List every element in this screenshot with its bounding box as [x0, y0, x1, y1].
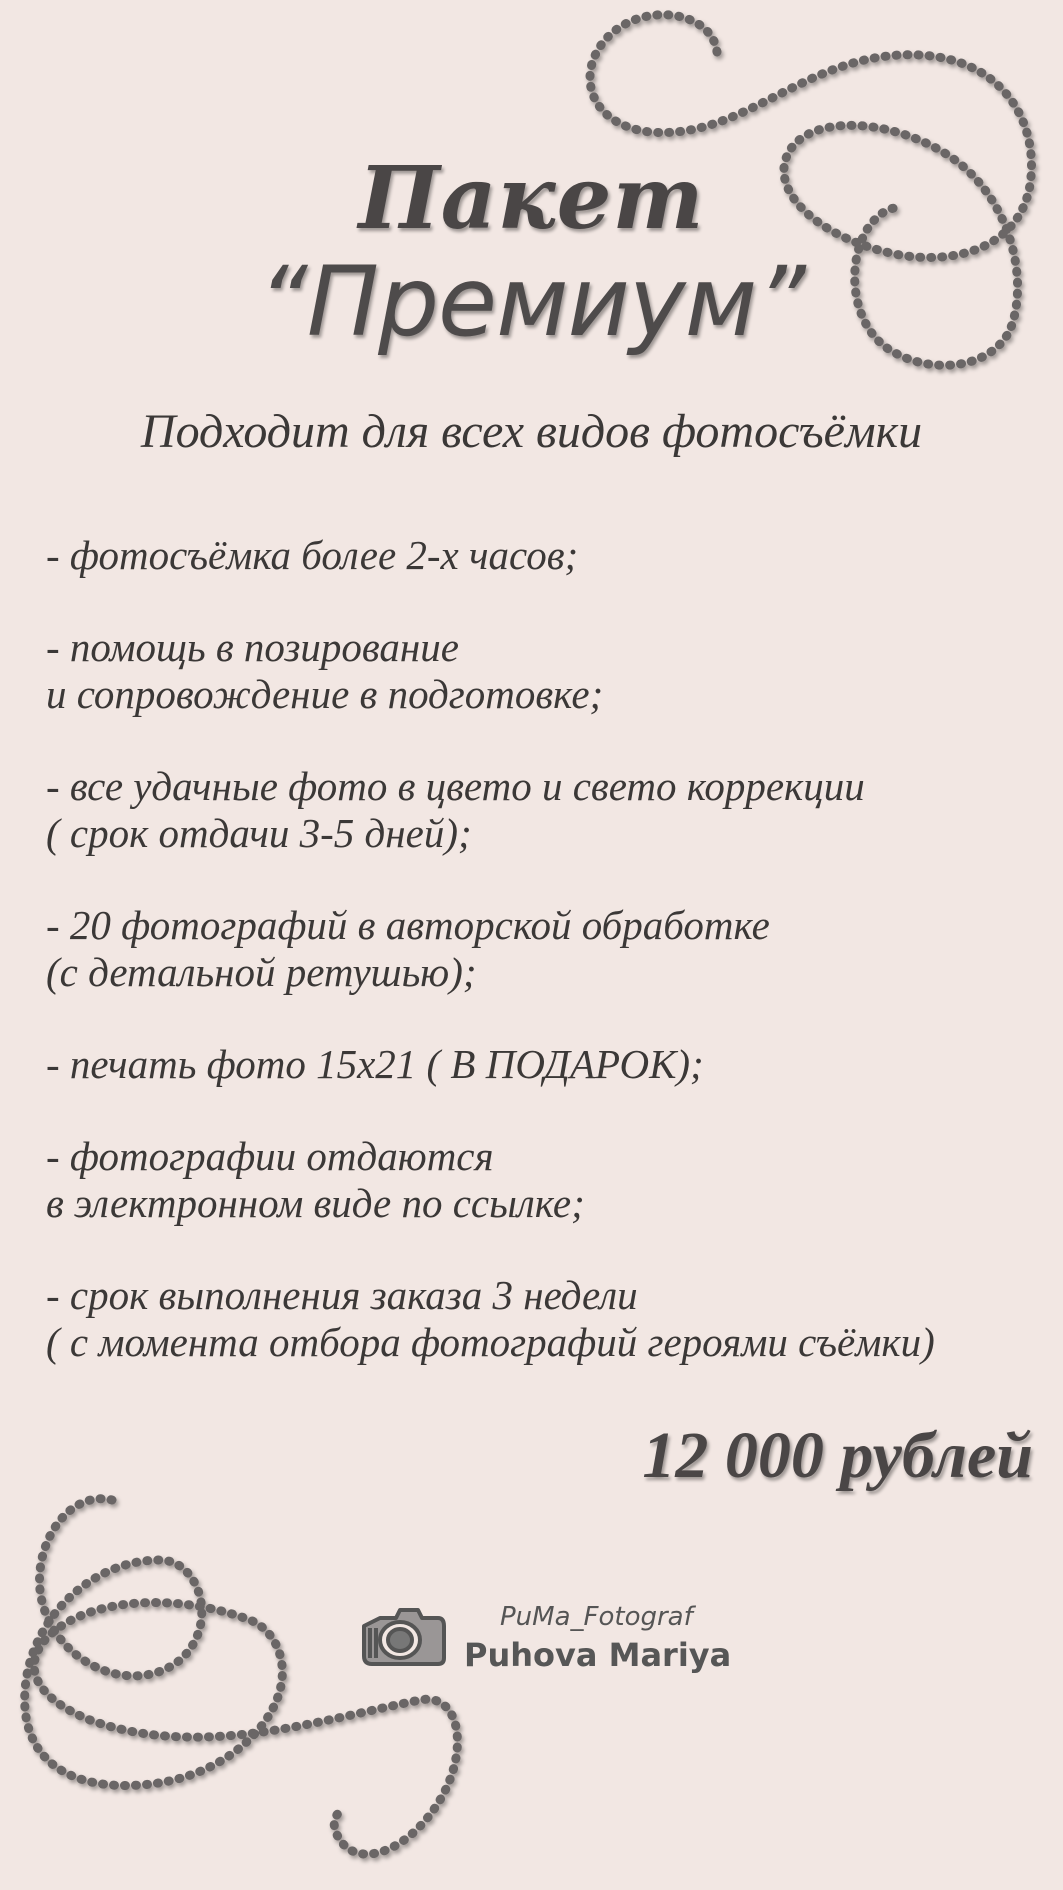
logo-handle: PuMa_Fotograf — [500, 1602, 693, 1632]
feature-line: - 20 фотографий в авторской обработке — [46, 902, 770, 948]
feature-line: в электронном виде по ссылке; — [46, 1180, 585, 1226]
feature-item — [46, 902, 1046, 996]
feature-item — [46, 1041, 1046, 1088]
feature-line: (с детальной ретушью); — [46, 949, 477, 995]
feature-line: - помощь в позирование — [46, 624, 459, 670]
feature-line: - срок выполнения заказа 3 недели — [46, 1272, 638, 1318]
price: 12 000 рублей — [642, 1419, 1033, 1492]
feature-list — [46, 532, 1046, 1411]
photographer-logo — [360, 1598, 732, 1688]
feature-line: ( срок отдачи 3-5 дней); — [46, 810, 472, 856]
camera-icon — [360, 1606, 446, 1668]
logo-name: Puhova Mariya — [464, 1636, 732, 1674]
feature-line: - все удачные фото в цвето и свето коррекции — [46, 763, 865, 809]
feature-item — [46, 532, 1046, 579]
feature-line: - фотосъёмка более 2-х часов; — [46, 532, 579, 578]
feature-line: ( с момента отбора фотографий героями съёмки) — [46, 1319, 935, 1365]
package-title-name: “Премиум” — [258, 246, 805, 358]
feature-item — [46, 1272, 1046, 1366]
feature-item — [46, 763, 1046, 857]
feature-line: и сопровождение в подготовке; — [46, 671, 604, 717]
subtitle: Подходит для всех видов фотосъёмки — [140, 405, 923, 458]
feature-line: - фотографии отдаются — [46, 1133, 494, 1179]
feature-item — [46, 1133, 1046, 1227]
feature-item — [46, 624, 1046, 718]
feature-line: - печать фото 15x21 ( В ПОДАРОК); — [46, 1041, 704, 1087]
package-title-line1: Пакет — [358, 148, 705, 249]
